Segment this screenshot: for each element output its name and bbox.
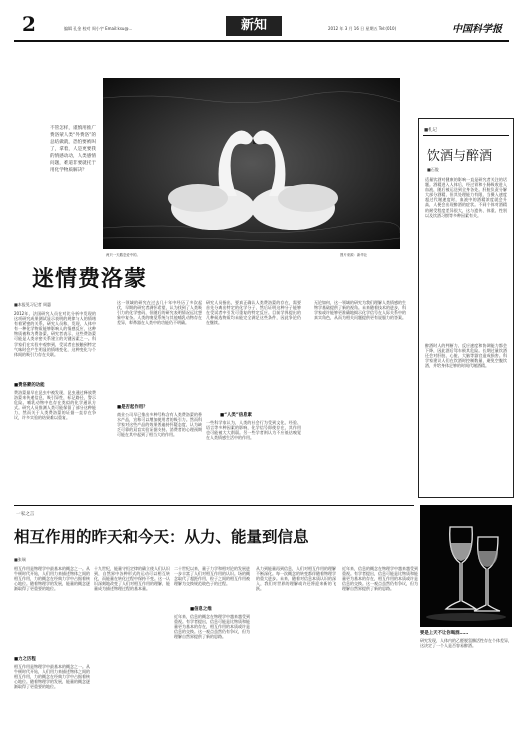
article2-sub3: ■信息之维 xyxy=(190,607,212,612)
intro-blurb: 不管怎样，谨慎用推广费洛蒙人类“外费洛”的总结做就，恐怕要被叫了，拿着，人是更要我的情感动动，人类感情问题，难道非要就托于用化学物质解决？ xyxy=(50,126,97,173)
article2-headline: 相互作用的昨天和今天：从力、能量到信息 xyxy=(14,527,309,546)
article2-col4: 从力到能量再到信息，人们对相互作用的理解不断深化。每一次概念的转变都伴随着物理学的重大进步。未来，随着对信息本质认识的深入，我们对世界的理解或许还将迎来新的飞跃。 xyxy=(256,566,336,592)
article1-col4: 无论如何，这一领域的研究为我们理解人类情感的生物学基础提供了新的视角。未来随着技术的进步，科学家或许能够更准确地揭示化学信号在人际关系中的真实角色，从而为相关问题提供更有说服力的答案。 xyxy=(314,300,406,321)
article1-col3: 研究人员指出，要真正确认人类费洛蒙的存在，需要首先分离出特定的化学分子，然后证明这种分子能够在受试者中引发可重复的特定反应。目前学界提出的几种候选物质均未能完全满足这些条件，因此争论仍在继续。 xyxy=(206,300,301,326)
header-right-info: 2012 年 3 月 16 日 星期五 Tel:(010) xyxy=(328,26,397,31)
article1-headline: 迷情费洛蒙 xyxy=(32,267,148,292)
article2-col5: 近年来，信息的概念在物理学中越来越受到重视。有学者提出，信息可能是比物质和能量更为基本的存在，相互作用的本质或许是信息的交换。这一观点虽然仍有争议，但为理解自然界提供了新的思路。 xyxy=(342,566,418,592)
section-label-text: 新知 xyxy=(240,18,267,33)
wine-glass-image xyxy=(420,505,512,627)
article1-col2: 这一领域的研究在过去几十年中经历了多次起伏，早期的研究者满怀希望，认为找到了人类吸引力的化学密码，但随后的研究表明情况远比想象中复杂。人类的嗅觉系统与其他哺乳动物存在差异，犁鼻器在人类中的功能仍不明确。 xyxy=(117,300,202,326)
article2-byline: ■张瑞 xyxy=(14,557,26,562)
glass-text: 研究发现，人体内的乙醛脱氢酶活性存在个体差异，这决定了一个人是否容易醉酒。 xyxy=(420,638,512,649)
sidebar-title: 饮酒与醉酒 xyxy=(427,149,493,164)
article2-col2: 十九世纪，能量守恒定律的确立使人们认识到，自然界中各种形式的运动可以相互转化，而能量在转化过程中保持不变。这一认识深刻地改变了人们对相互作用的理解，能量成为描述物理过程的基本量。 xyxy=(94,566,170,592)
article1-col3b: 一些科学家认为，人类的社会行为受到文化、经验、语言等多种因素的影响，化学信号即使存在，其作用也可能被大大削弱。另一些学者则认为不应低估嗅觉在人类情感生活中的作用。 xyxy=(206,420,301,441)
masthead: 中国科学报 xyxy=(452,24,502,35)
glass-caption: 要是上天不让你喝酒…… xyxy=(420,631,469,636)
article2-col1b: 相互作用是物理学中最基本的概念之一。从牛顿时代开始，人们用力来描述物体之间的相互作用，力的概念在经典力学中占据着核心地位。随着物理学的发展，能量的概念逐渐取得了更重要的地位。 xyxy=(14,664,90,690)
article1-sub1: ■费洛蒙的功能 xyxy=(14,383,45,388)
article2-col1: 相互作用是物理学中最基本的概念之一。从牛顿时代开始，人们用力来描述物体之间的相互作用，力的概念在经典力学中占据着核心地位。随着物理学的发展，能量的概念逐渐取得了更重要的地位。 xyxy=(14,566,90,592)
header-rule xyxy=(14,40,509,42)
sidebar-byline: ■石俊 xyxy=(427,167,439,172)
sidebar-text: 适量饮酒对健康的影响一直是研究者关注的话题。酒精进入人体后，经过胃和小肠吸收进入血液，随后被运送到全身各处。肝脏负责分解大部分酒精，但其处理能力有限，当摄入速度超过代谢速度时，血液中的酒精浓度就会升高，人便会出现醉酒的症状。不同个体对酒精的耐受程度差异很大，这与遗传、体重、性别以及饮酒习惯等多种因素有关。 xyxy=(425,177,507,218)
sidebar-text2: 醉酒时人的判断力、反应速度和协调能力都会下降，因此酒后驾车极其危险。长期过量饮酒还会对肝脏、心脏、大脑等器官造成损害。科学家建议人们在饮酒时控制数量，避免空腹饮酒，并给身体足够的时间代谢酒精。 xyxy=(425,343,507,369)
photo-caption-right: 图片来源：新华社 xyxy=(340,253,368,257)
article1-col1b: 费洛蒙最早在昆虫中被发现，昆虫通过释放费洛蒙来传递信息，吸引异性，标记路径，警示危险。哺乳动物中也存在类似的化学通讯方式。研究人员推测人类可能保留了部分这种能力，然而关于人类费洛蒙的证据一直存在争议，许多实验的结果难以重复。 xyxy=(14,390,96,421)
article2-col3: 二十世纪以来，量子力学和相对论的发展进一步丰富了人们对相互作用的认识。场的概念取代了超距作用，粒子之间的相互作用被理解为交换规范玻色子的过程。 xyxy=(174,566,250,587)
article2-sub1: ■力之历程 xyxy=(14,657,36,662)
photo-caption-left: 两只一天鹅恋爱中的。 xyxy=(106,253,140,257)
mid-rule xyxy=(14,505,414,506)
swan-image xyxy=(103,78,400,249)
article1-col2b: 商业公司早已推出多种号称含有人类费洛蒙的香水产品，宣称可以增加使用者的吸引力。然而科学家对这些产品的效果普遍持怀疑态度，认为缺乏可靠的双盲实验证据支持。消费者的心理预期可能在其中起到了相当大的作用。 xyxy=(117,412,202,438)
article1-sub2: ■是否起作用？ xyxy=(117,405,148,410)
wine-glass-photo xyxy=(420,505,512,627)
sidebar-box xyxy=(418,118,514,498)
article1-byline: ■本报见习记者 周惠 xyxy=(14,302,52,307)
section-label xyxy=(226,16,282,36)
article1-col1: 2012年，法国研究人员在对比分析中发现的这项研究成果测试显示表明的规律与人的情绪有着紧密的关系。研究人员称，发现，人体中有一种化学物质能够影响人的情感反应，这种物质被称为费洛蒙。研究者表示，这些费洛蒙可能是人类亲密关系建立的关键因素之一。科学家们在实验中观察到，受试者在接触到特定气味时会产生明显的情绪变化，这种变化与个体间的吸引力存在关联。 xyxy=(14,311,96,357)
sidebar-tag: ■札记 xyxy=(424,128,437,133)
page-number: 2 xyxy=(22,12,36,36)
article2-col3b: 近年来，信息的概念在物理学中越来越受到重视。有学者提出，信息可能是比物质和能量更为基本的存在，相互作用的本质或许是信息的交换。这一观点虽然仍有争议，但为理解自然界提供了新的思路。 xyxy=(174,614,250,640)
article2-kicker: 一家之言 xyxy=(16,512,35,517)
header-left-info: 编辑 孔金 校对 周小宇 Email:ksu@... xyxy=(64,26,133,31)
swan-photo xyxy=(103,78,400,249)
sidebar-rule xyxy=(423,135,509,136)
article1-sub3: ■“人类”信息素 xyxy=(220,413,252,418)
